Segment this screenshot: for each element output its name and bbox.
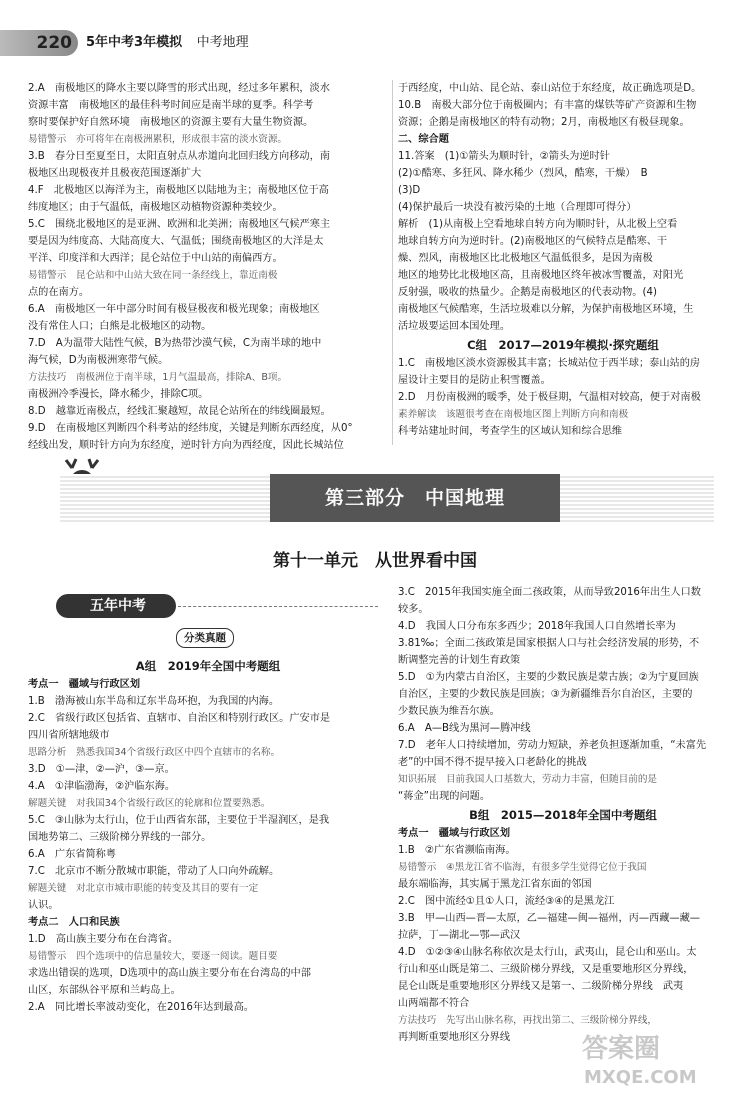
book-subtitle: 中考地理: [196, 35, 249, 50]
text-line: (2)①酷寒、多狂风、降水稀少（烈风，酷寒，干燥） B: [398, 168, 648, 179]
text-line: 南极地区气候酷寒，生活垃圾难以分解，为保护南极地区环境，生: [398, 304, 694, 315]
text-line: 屋设计主要目的是防止积雪覆盖。: [398, 375, 551, 386]
watermark-logo: [578, 1027, 728, 1089]
text-line: 1.B ②广东省濒临南海。: [398, 845, 516, 856]
text-line: 极地区出现极夜并且极夜范围逐渐扩大: [28, 168, 202, 179]
text-line: 2.A 同比增长率波动变化，在2016年达到最高。: [28, 1002, 254, 1013]
text-line: 3.D ①—津，②—沪，③—京。: [28, 764, 175, 775]
text-line: (3)D: [398, 185, 421, 196]
right-bottom-column: [398, 584, 728, 1046]
text-line: 二、综合题: [398, 134, 449, 145]
text-line: 解题关键 对我国34个省级行政区的轮廓和位置要熟悉。: [28, 798, 271, 809]
text-line: 2.C 图中流经①且①人口，流经③④的是黑龙江: [398, 896, 615, 907]
text-line: 四川省所辖地级市: [28, 730, 110, 741]
text-line: 2.D 月份南极洲的暖季，处于极昼期，气温相对较高，便于对南极: [398, 392, 701, 403]
text-line: 海气候，D为南极洲寒带气候。: [28, 355, 169, 366]
right-top-column: [398, 80, 728, 440]
text-line: 拉萨，丁—湖北—鄂—武汉: [398, 930, 521, 941]
text-line: 11.答案 (1)①箭头为顺时针，②箭头为逆时针: [398, 151, 610, 162]
text-line: 资源；企鹅是南极地区的特有动物；2月，南极地区有极昼现象。: [398, 117, 690, 128]
text-line: 察时要保护好自然环境 南极地区的资源主要有大量生物资源。: [28, 117, 314, 128]
text-line: 反射强，吸收的热量少。企鹅是南极地区的代表动物。(4): [398, 287, 657, 298]
text-line: 最东端临海，其实属于黑龙江省东面的邻国: [398, 879, 592, 890]
text-line: 科考站建址时间，考查学生的区域认知和综合思维: [398, 426, 623, 437]
text-line: 没有常住人口；白熊是北极地区的动物。: [28, 321, 212, 332]
text-line: 2.A 南极地区的降水主要以降雪的形式出现，经过多年累积，淡水: [28, 83, 330, 94]
text-line: 求选出错误的选项，D选项中的高山族主要分布在台湾岛的中部: [28, 968, 311, 979]
text-line: 5.C ③山脉为太行山，位于山西省东部，主要位于半湿润区，是我: [28, 815, 330, 826]
svg-text:答案圈: 答案圈: [582, 1034, 661, 1064]
text-line: 思路分析 熟悉我国34个省级行政区中四个直辖市的名称。: [28, 747, 281, 758]
column-divider: [392, 80, 393, 445]
section-dashed-line: [178, 606, 378, 607]
five-year-exam-label: 五年中考: [56, 594, 176, 618]
text-line: 地球自转方向为逆时针。(2)南极地区的气候特点是酷寒、干: [398, 236, 668, 247]
text-line: 易错警示 亦可将年在南极洲累积，形成很丰富的淡水资源。: [28, 134, 288, 145]
text-line: 6.A 南极地区一年中部分时间有极昼极夜和极光现象；南极地区: [28, 304, 320, 315]
text-line: 国地势第二、三级阶梯分界线的一部分。: [28, 832, 212, 843]
text-line: 纬度地区；由于气温低，南极地区动植物资源种类较少。: [28, 202, 283, 213]
book-title: [86, 32, 249, 54]
text-line: 认识。: [28, 900, 59, 911]
text-line: 7.D 老年人口持续增加，劳动力短缺，养老负担逐渐加重，“未富先: [398, 740, 707, 751]
text-line: 解题关键 对北京市城市职能的转变及其目的要有一定: [28, 883, 259, 894]
text-line: 3.B 春分日至夏至日，太阳直射点从赤道向北回归线方向移动，南: [28, 151, 330, 162]
text-line: 考点一 疆域与行政区划: [28, 679, 141, 690]
text-line: 考点二 人口和民族: [28, 917, 120, 928]
text-line: 7.C 北京市不断分散城市职能，带动了人口向外疏解。: [28, 866, 280, 877]
text-line: 3.81‰；全面二孩政策是国家根据人口与社会经济发展的形势，不: [398, 638, 700, 649]
part-title: 中国地理: [425, 487, 506, 509]
text-line: 易错警示 四个选项中的信息量较大，要逐一阅读。题目要: [28, 951, 278, 962]
text-line: 资源丰富 南极地区的最佳科考时间应是南半球的夏季。科学考: [28, 100, 314, 111]
text-line: 考点一 疆域与行政区划: [398, 828, 511, 839]
text-line: 南极洲冷季漫长，降水稀少，排除C项。: [28, 389, 209, 400]
text-line: 5.C 围绕北极地区的是亚洲、欧洲和北美洲；南极地区气候严寒主: [28, 219, 331, 230]
page-header: [0, 30, 750, 58]
text-line: 7.D A为温带大陆性气候，B为热带沙漠气候，C为南半球的地中: [28, 338, 322, 349]
text-line: 解析 (1)从南极上空看地球自转方向为顺时针，从北极上空看: [398, 219, 678, 230]
text-line: 燥、烈风，南极地区比北极地区气温低很多，是因为南极: [398, 253, 653, 264]
text-line: 4.A ①津临渤海，②沪临东海。: [28, 781, 176, 792]
text-line: 方法技巧 南极洲位于南半球，1月气温最高，排除A、B项。: [28, 372, 288, 383]
text-line: 6.A 广东省简称粤: [28, 849, 117, 860]
text-line: 老”的中国不得不提早接入口老龄化的挑战: [398, 757, 587, 768]
text-line: 较多。: [398, 604, 429, 615]
text-line: 8.D 越靠近南极点，经线汇聚越短，故昆仑站所在的纬线圈最短。: [28, 406, 331, 417]
category-questions-label: 分类真题: [176, 628, 234, 648]
text-line: 昆仑山既是重要地形区分界线又是第一、二级阶梯分界线 武夷: [398, 981, 684, 992]
text-line: 行山和巫山既是第二、三级阶梯分界线，又是重要地形区分界线，: [398, 964, 694, 975]
part-banner: [60, 474, 714, 522]
text-line: 点的在南方。: [28, 287, 90, 298]
text-line: A组 2019年全国中考题组: [135, 659, 281, 673]
text-line: 5.D ①为内蒙古自治区，主要的少数民族是蒙古族；②为宁夏回族: [398, 672, 699, 683]
text-line: 于西经度，中山站、昆仑站、泰山站位于东经度，故正确选项是D。: [398, 83, 702, 94]
part-label: 第三部分: [324, 487, 405, 509]
text-line: 断调整完善的计划生育政策: [398, 655, 521, 666]
svg-text:MXQE.COM: MXQE.COM: [584, 1067, 697, 1088]
text-line: 易错警示 ④黑龙江省不临海，有很多学生觉得它位于我国: [398, 862, 647, 873]
left-top-column: [28, 80, 388, 454]
text-line: 方法技巧 先写出山脉名称，再找出第二、三级阶梯分界线，: [398, 1015, 658, 1026]
text-line: “蒋金”出现的问题。: [398, 791, 491, 802]
text-line: 易错警示 昆仑站和中山站大致在同一条经线上，靠近南极: [28, 270, 278, 281]
unit-title: 第十一单元 从世界看中国: [273, 551, 477, 571]
text-line: 活垃圾要运回本国处理。: [398, 321, 511, 332]
text-line: 再判断重要地形区分界线: [398, 1032, 511, 1043]
text-line: 1.B 渤海被山东半岛和辽东半岛环抱，为我国的内海。: [28, 696, 280, 707]
text-line: 10.B 南极大部分位于南极圈内；有丰富的煤铁等矿产资源和生物: [398, 100, 697, 111]
text-line: (4)保护最后一块没有被污染的土地（合理即可得分）: [398, 202, 637, 213]
text-line: 知识拓展 目前我国人口基数大，劳动力丰富，但随目前的是: [398, 774, 658, 785]
text-line: 要是因为纬度高、大陆高度大、气温低；围绕南极地区的大洋是太: [28, 236, 324, 247]
text-line: 4.D 我国人口分布东多西少；2018年我国人口自然增长率为: [398, 621, 676, 632]
text-line: 3.C 2015年我国实施全面二孩政策，从而导致2016年出生人口数: [398, 587, 701, 598]
text-line: C组 2017—2019年模拟·探究题组: [467, 338, 659, 352]
text-line: 6.A A—B线为黑河—腾冲线: [398, 723, 531, 734]
left-bottom-column: [28, 656, 388, 1016]
text-line: 4.F 北极地区以海洋为主，南极地区以陆地为主；南极地区位于高: [28, 185, 329, 196]
text-line: 3.B 甲—山西—晋—太原，乙—福建—闽—福州，丙—西藏—藏—: [398, 913, 700, 924]
text-line: 1.D 高山族主要分布在台湾省。: [28, 934, 179, 945]
text-line: 山两端都不符合: [398, 998, 470, 1009]
text-line: 平洋、印度洋和大西洋；昆仑站位于中山站的南偏西方。: [28, 253, 283, 264]
text-line: 素养解读 该题很考查在南极地区图上判断方向和南极: [398, 409, 629, 420]
text-line: 自治区，主要的少数民族是回族；③为新疆维吾尔自治区，主要的: [398, 689, 693, 700]
text-line: 地区的地势比北极地区高，且南极地区终年被冰雪覆盖，对阳光: [398, 270, 684, 281]
text-line: 2.C 省级行政区包括省、直辖市、自治区和特别行政区。广安市是: [28, 713, 331, 724]
text-line: 少数民族为维吾尔族。: [398, 706, 500, 717]
text-line: 山区，东部纵谷平原和兰屿岛上。: [28, 985, 181, 996]
book-title-main: 5年中考3年模拟: [86, 35, 183, 50]
text-line: 1.C 南极地区淡水资源极其丰富；长城站位于西半球；泰山站的房: [398, 358, 701, 369]
text-line: 4.D ①②③④山脉名称依次是太行山，武夷山，昆仑山和巫山。太: [398, 947, 697, 958]
text-line: 9.D 在南极地区判断四个科考站的经纬度，关键是判断东西经度，从0°: [28, 423, 353, 434]
text-line: 经线出发，顺时针方向为东经度，逆时针方向为西经度，因此长城站位: [28, 440, 344, 451]
part-banner-title: [270, 474, 560, 522]
page-number: 220: [0, 30, 78, 56]
text-line: B组 2015—2018年全国中考题组: [469, 808, 657, 822]
